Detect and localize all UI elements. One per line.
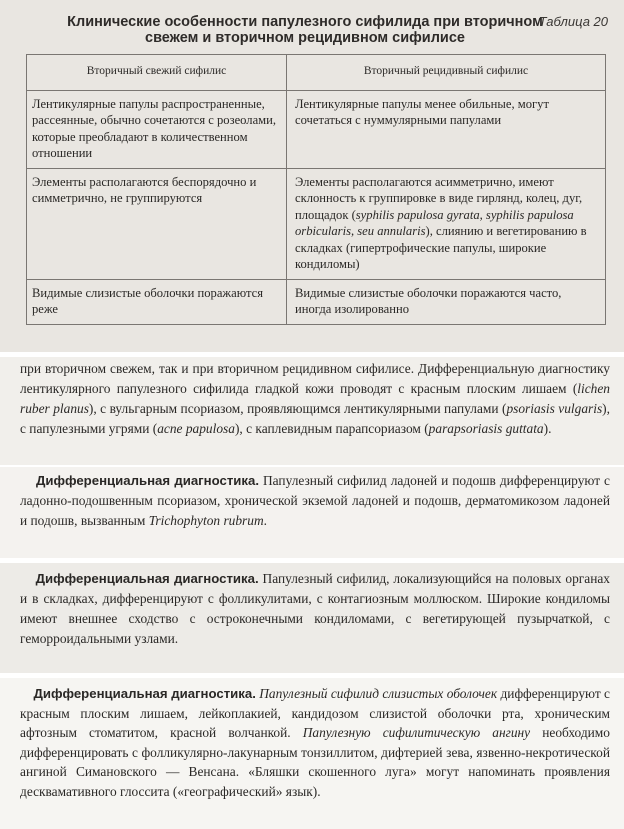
cell-text: Элементы располагаются асимметрично, имеют склонность к группировке в виде гирлянд, колец, дуг, площадок (: [295, 174, 583, 222]
table-header-row: [27, 55, 605, 90]
latin-term: Trichophyton rubrum: [148, 513, 264, 528]
text-strip-2: [0, 467, 624, 558]
table-header-col1: Вторичный свежий сифилис: [27, 55, 287, 90]
paragraph-differential-smooth-skin: [20, 359, 610, 439]
table-cell: Видимые слизистые оболочки поражаются реже: [27, 280, 287, 324]
text-strip-4: [0, 678, 624, 829]
table-cell: Лентикулярные папулы распространенные, рассеянные, обычно сочетаются с розеолами, которые преобладают в количественном отношении: [27, 91, 287, 168]
para-text: ), с папулезными угрями (: [20, 401, 610, 436]
latin-term: psoriasis vulgaris: [506, 401, 603, 416]
latin-term: acne papulosa: [157, 421, 235, 436]
italic-term: Папулезную сифилитическую ангину: [302, 725, 531, 740]
paragraph-differential-genitals: [20, 569, 610, 649]
para-text: ).: [543, 421, 552, 436]
cell-text: ), слиянию и вегетированию в складках (гипертрофические папулы, широкие кондиломы): [295, 224, 587, 271]
table-cell: Лентикулярные папулы менее обильные, могут сочетаться с нуммулярными папулами: [295, 96, 549, 127]
para-text: при вторичном свежем, так и при вторичном рецидивном сифилисе. Дифференциальную диагностику лентикулярного папулезного сифилида гладкой кожи проводят с красным плоским лишаем (: [20, 361, 610, 396]
section-heading: Дифференциальная диагностика.: [35, 571, 259, 586]
latin-term: syphilis papulosa gyrata, syphilis papulosa orbicularis, seu annularis: [295, 207, 574, 238]
paragraph-differential-palms-soles: [20, 471, 610, 531]
table-strip: [0, 0, 624, 352]
table-title: Клинические особенности папулезного сифилида при вторичном свежем и вторичном рецидивном сифилисе: [67, 14, 543, 46]
table-row: [27, 279, 605, 324]
latin-term: lichen ruber planus: [20, 381, 610, 416]
para-text: ), с вульгарным псориазом, проявляющимся лентикулярными папулами (: [88, 401, 507, 416]
text-strip-1: [0, 357, 624, 465]
table-cell: [287, 169, 605, 279]
para-text: дифференцируют с красным плоским лишаем, лейкоплакией, кандидозом слизистой оболочки рта, хроническим афтозным стоматитом, красной волчанкой.: [20, 686, 610, 740]
para-text: .: [263, 513, 267, 528]
table-cell: Видимые слизистые оболочки поражаются часто, иногда изолированно: [295, 285, 562, 316]
para-text: Папулезный сифилид, локализующийся на половых органах и в складках, дифференцируют с фолликулитами, с контагиозным моллюском. Широкие кондиломы имеют внешнее сходство с остроконечными кондиломами, с вегетирующей пузырчаткой, с геморроидальными узлами.: [20, 571, 610, 646]
table-cell: Элементы располагаются беспорядочно и симметрично, не группируются: [27, 169, 287, 279]
para-text: необходимо дифференцировать с фолликулярно-лакунарным тонзиллитом, дифтерией зева, язвенно-некротической ангиной Симановского — Венсана. «Бляшки скошенного луга» могут напоминать проявления десквамативного глоссита («географический» язык).: [20, 725, 610, 799]
text-strip-3: [0, 563, 624, 673]
comparison-table: [26, 54, 606, 325]
section-heading: Дифференциальная диагностика.: [35, 473, 260, 488]
para-text: ), с каплевидным парапсориазом (: [234, 421, 429, 436]
section-heading: Дифференциальная диагностика.: [33, 686, 256, 701]
para-text: Папулезный сифилид ладоней и подошв дифференцируют с ладонно-подошвенным псориазом, хронической экземой ладоней и подошв, дерматомикозом ладоней и подошв, вызванным: [20, 473, 610, 528]
paragraph-differential-mucosa: [20, 684, 610, 801]
table-row: [27, 168, 605, 279]
italic-term: Папулезный сифилид слизистых оболочек: [255, 686, 498, 701]
table-label: Таблица 20: [538, 14, 608, 29]
table-row: [27, 90, 605, 168]
latin-term: parapsoriasis guttata: [428, 421, 544, 436]
table-header-col2: Вторичный рецидивный сифилис: [363, 65, 529, 77]
